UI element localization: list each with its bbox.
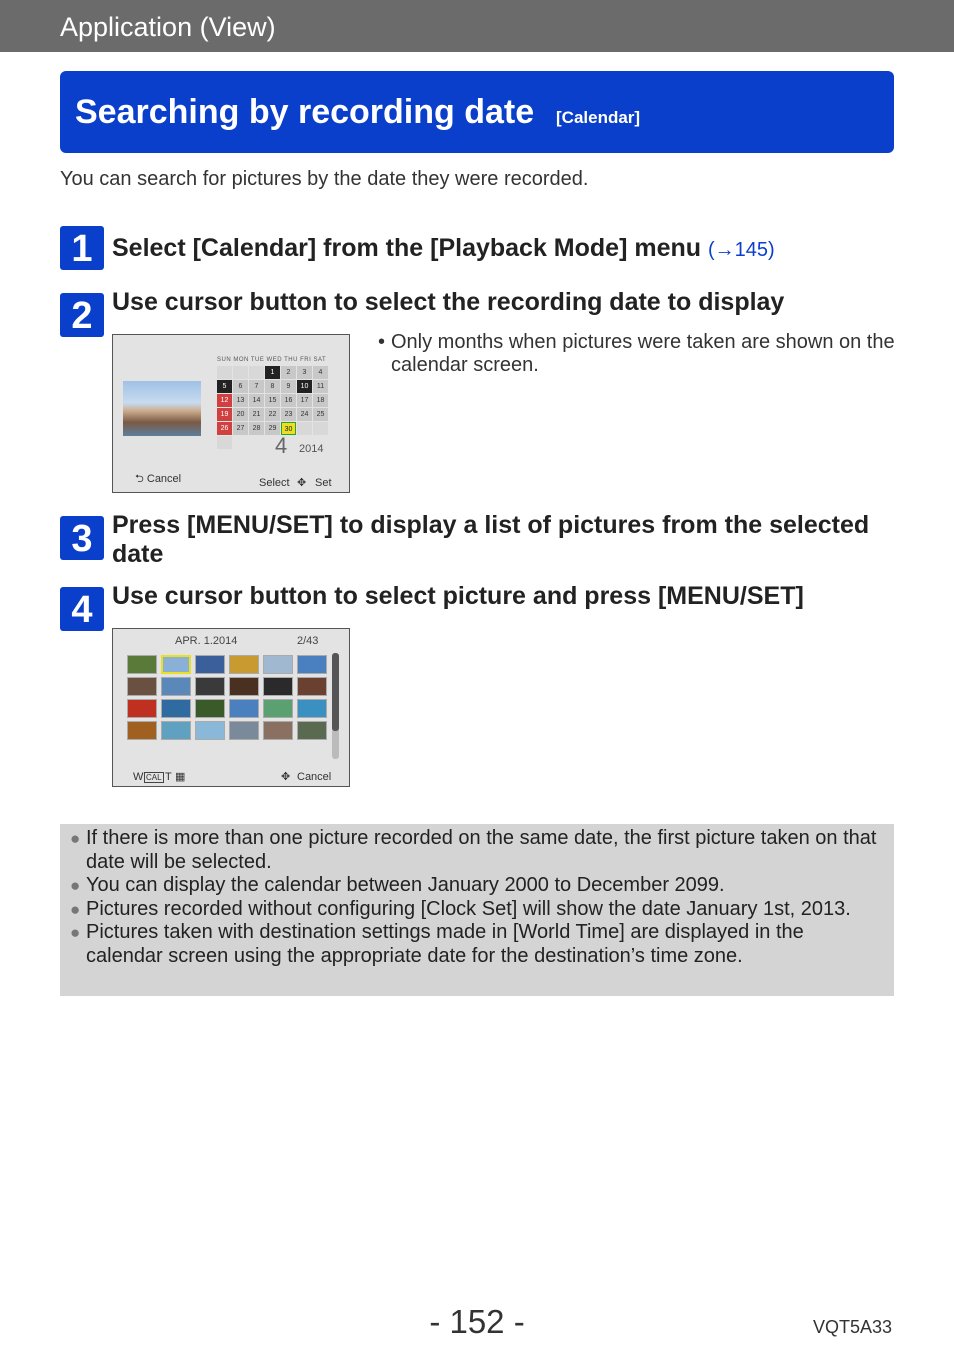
step-2-text: Use cursor button to select the recording date to display — [112, 288, 785, 316]
note-text: Only months when pictures were taken are shown on the calendar screen. — [391, 331, 895, 376]
bullet-icon: ● — [70, 876, 81, 895]
picture-thumbnail — [195, 721, 225, 740]
calendar-day-cell: 1 — [265, 366, 280, 379]
calendar-day-cell: 22 — [265, 408, 280, 421]
calendar-day-cell: 5 — [217, 380, 232, 393]
calendar-year: 2014 — [299, 443, 324, 455]
calendar-cancel: ⮌ Cancel — [135, 473, 182, 485]
picture-thumbnail — [195, 655, 225, 674]
step-1-ref-link[interactable]: (→145) — [707, 239, 775, 261]
page-title-box — [60, 71, 894, 153]
step-4-number: 4 — [60, 587, 104, 631]
picture-thumbnail — [229, 677, 259, 696]
page-number: - 152 - — [429, 1303, 525, 1340]
cursor-icon: ✥ — [297, 477, 307, 489]
picture-thumbnail — [263, 699, 293, 718]
note-item: ● Pictures recorded without configuring [Clock Set] will show the date January 1st, 2013. — [70, 897, 851, 920]
picture-thumbnail — [297, 721, 327, 740]
picture-thumbnail — [229, 721, 259, 740]
calendar-day-cell: 16 — [281, 394, 296, 407]
calendar-grid — [217, 357, 329, 449]
calendar-day-cell: 14 — [249, 394, 264, 407]
calendar-day-cell — [297, 422, 312, 435]
section-title: Application (View) — [60, 12, 276, 42]
calendar-day-cell: 23 — [281, 408, 296, 421]
calendar-day-cell: 20 — [233, 408, 248, 421]
document-code: VQT5A33 — [813, 1317, 893, 1337]
picture-thumbnail — [127, 677, 157, 696]
intro-text: You can search for pictures by the date they were recorded. — [60, 168, 589, 190]
calendar-day-cell: 26 — [217, 422, 232, 435]
calendar-day-cell: 9 — [281, 380, 296, 393]
calendar-day-cell — [233, 366, 248, 379]
page-title-tag: [Calendar] — [556, 108, 641, 127]
step-2-number: 2 — [60, 293, 104, 337]
calendar-day-cell: 17 — [297, 394, 312, 407]
picture-thumbnail — [127, 655, 157, 674]
calendar-day-cell: 21 — [249, 408, 264, 421]
zoom-w: W — [133, 771, 144, 783]
calendar-day-cell: 24 — [297, 408, 312, 421]
step-3-text: Press [MENU/SET] to display a list of pictures from the selected date — [112, 511, 870, 568]
note-item: ● You can display the calendar between January 2000 to December 2099. — [70, 874, 725, 896]
picture-thumbnail — [229, 699, 259, 718]
list-count: 2/43 — [297, 635, 319, 647]
calendar-day-cell: 19 — [217, 408, 232, 421]
calendar-day-cell: 27 — [233, 422, 248, 435]
calendar-day-cell: 18 — [313, 394, 328, 407]
section-header — [0, 0, 954, 52]
note-item: ● Pictures taken with destination settings made in [World Time] are displayed in the calendar screen using the appropriate date for the destination’s time zone. — [70, 921, 804, 967]
list-date: APR. 1.2014 — [175, 635, 238, 647]
calendar-day-cell — [249, 366, 264, 379]
page-title: Searching by recording date — [75, 93, 535, 131]
list-scrollbar — [332, 653, 339, 759]
picture-thumbnail — [127, 699, 157, 718]
calendar-day-cell: 29 — [265, 422, 280, 435]
calendar-day-cell: 7 — [249, 380, 264, 393]
calendar-set: Set — [315, 477, 332, 489]
step-3-number: 3 — [60, 516, 104, 560]
picture-thumbnail — [195, 677, 225, 696]
picture-thumbnail — [263, 655, 293, 674]
picture-thumbnail — [263, 677, 293, 696]
step-1 — [112, 234, 775, 265]
calendar-day-cell: 8 — [265, 380, 280, 393]
calendar-day-cell: 3 — [297, 366, 312, 379]
zoom-cal: CAL — [146, 773, 162, 782]
step-1-number: 1 — [60, 226, 104, 270]
step-1-text: Select [Calendar] from the [Playback Mode] menu — [112, 234, 702, 262]
picture-thumbnail — [161, 677, 191, 696]
picture-thumbnail — [161, 721, 191, 740]
calendar-day-cell: 11 — [313, 380, 328, 393]
calendar-day-cell — [313, 422, 328, 435]
picture-thumbnail — [297, 655, 327, 674]
calendar-month: 4 — [275, 433, 288, 458]
step-4-text: Use cursor button to select picture and press [MENU/SET] — [112, 582, 804, 610]
thumbnail-grid — [127, 655, 327, 740]
bullet-icon: ● — [70, 829, 81, 848]
calendar-screen-image — [112, 334, 350, 493]
picture-thumbnail — [195, 699, 225, 718]
list-cancel: Cancel — [297, 771, 332, 783]
notes-box — [60, 824, 894, 996]
return-icon: ⮌ — [135, 473, 147, 485]
calendar-day-cell: 15 — [265, 394, 280, 407]
calendar-day-cell: 13 — [233, 394, 248, 407]
bullet-icon: ● — [70, 923, 81, 942]
calendar-day-cell: 10 — [297, 380, 312, 393]
cursor-icon: ✥ — [281, 771, 291, 783]
picture-list-screen-image — [112, 628, 350, 787]
calendar-day-cell: 4 — [313, 366, 328, 379]
calendar-day-cell: 30 — [281, 422, 296, 435]
bullet-icon: ● — [70, 899, 81, 919]
picture-thumbnail — [161, 655, 191, 674]
picture-thumbnail — [297, 699, 327, 718]
calendar-day-cell: 28 — [249, 422, 264, 435]
calendar-day-cell — [217, 366, 232, 379]
note-bullet: • — [378, 331, 386, 353]
calendar-select: Select — [259, 477, 290, 489]
picture-thumbnail — [263, 721, 293, 740]
weekday-header: SUN MON TUE WED THU FRI SAT — [217, 357, 327, 363]
calendar-day-cell: 2 — [281, 366, 296, 379]
calendar-thumbnail-photo — [123, 381, 201, 436]
calendar-day-cell: 6 — [233, 380, 248, 393]
picture-thumbnail — [161, 699, 191, 718]
picture-thumbnail — [297, 677, 327, 696]
grid-icon: ▦ — [175, 771, 186, 783]
note-item: ● If there is more than one picture recorded on the same date, the first picture taken on that date will be selected. — [70, 827, 877, 873]
picture-thumbnail — [229, 655, 259, 674]
step-2-note — [378, 331, 898, 377]
calendar-day-cell — [217, 436, 232, 449]
picture-thumbnail — [127, 721, 157, 740]
calendar-day-cell: 12 — [217, 394, 232, 407]
zoom-t: T — [165, 771, 172, 783]
calendar-day-cell: 25 — [313, 408, 328, 421]
